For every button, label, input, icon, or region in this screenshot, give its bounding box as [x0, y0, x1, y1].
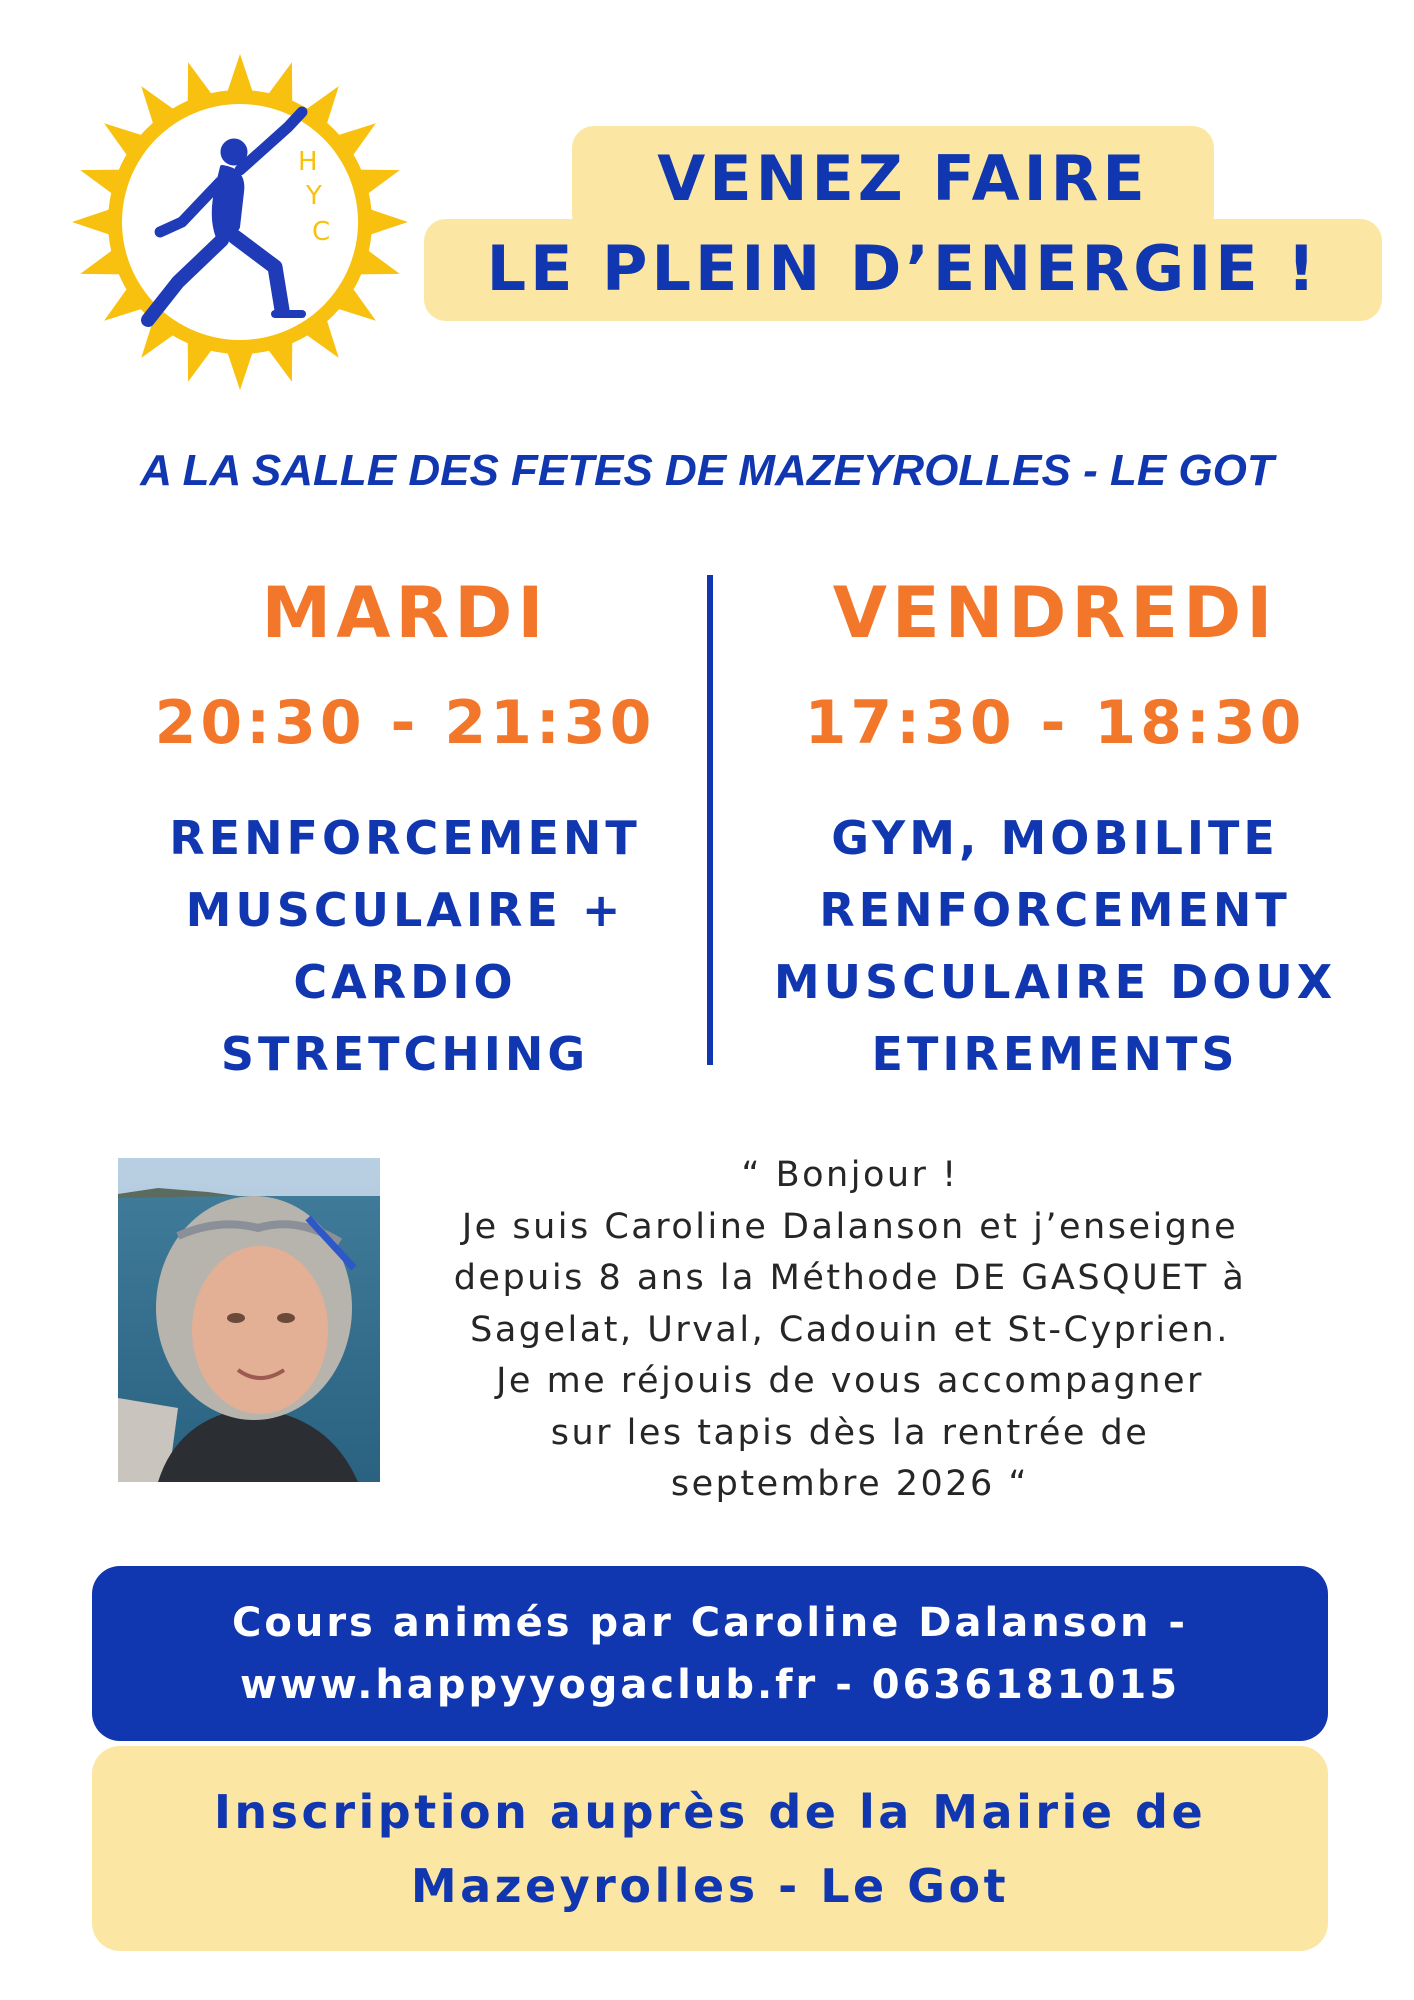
time-friday: 17:30 - 18:30 [804, 688, 1306, 758]
day-tuesday: MARDI [261, 572, 549, 654]
logo-letter-y: Y [306, 181, 322, 211]
headline-line-1: VENEZ FAIRE [657, 141, 1149, 215]
contact-box [92, 1566, 1328, 1741]
activity-line: STRETCHING [220, 1027, 590, 1081]
logo-letter-h: H [298, 147, 318, 177]
hyc-logo [70, 52, 410, 392]
quote-line: “ Bonjour ! [741, 1155, 959, 1195]
logo-letter-c: C [312, 217, 331, 247]
quote-line: depuis 8 ans la Méthode DE GASQUET à [453, 1258, 1247, 1298]
portrait-image [118, 1158, 380, 1482]
quote-line: sur les tapis dès la rentrée de [550, 1412, 1150, 1453]
quote-line: Sagelat, Urval, Cadouin et St-Cyprien. [470, 1309, 1230, 1350]
instructor-photo [118, 1158, 380, 1482]
sun-yoga-icon [70, 52, 410, 392]
day-friday: VENDREDI [832, 572, 1278, 654]
registration-box [92, 1746, 1328, 1951]
contact-line-1: Cours animés par Caroline Dalanson - [232, 1599, 1188, 1646]
quote-line: Je suis Caroline Dalanson et j’enseigne [461, 1206, 1239, 1247]
activities-tuesday [95, 802, 715, 1090]
venue-text: A LA SALLE DES FETES DE MAZEYROLLES - LE GOT [140, 446, 1274, 495]
quote-line: septembre 2026 “ [670, 1464, 1030, 1504]
activity-line: RENFORCEMENT [169, 811, 641, 865]
registration-line-2: Mazeyrolles - Le Got [410, 1858, 1010, 1913]
headline-line-2: LE PLEIN D’ENERGIE ! [486, 231, 1320, 305]
contact-line-2: www.happyyogaclub.fr - 0636181015 [239, 1661, 1181, 1708]
time-tuesday: 20:30 - 21:30 [154, 688, 656, 758]
activity-line: CARDIO [293, 955, 517, 1009]
activity-line: ETIREMENTS [871, 1027, 1239, 1081]
activity-line: MUSCULAIRE DOUX [773, 955, 1337, 1009]
activity-line: RENFORCEMENT [819, 883, 1291, 937]
instructor-quote [400, 1150, 1300, 1511]
headline [424, 126, 1382, 321]
registration-line-1: Inscription auprès de la Mairie de [213, 1784, 1207, 1839]
quote-line: Je me réjouis de vous accompagner [496, 1361, 1204, 1401]
activity-line: GYM, MOBILITE [831, 811, 1279, 865]
schedule-divider [707, 575, 713, 1065]
activity-line: MUSCULAIRE + [185, 883, 625, 937]
activities-friday [745, 802, 1365, 1090]
